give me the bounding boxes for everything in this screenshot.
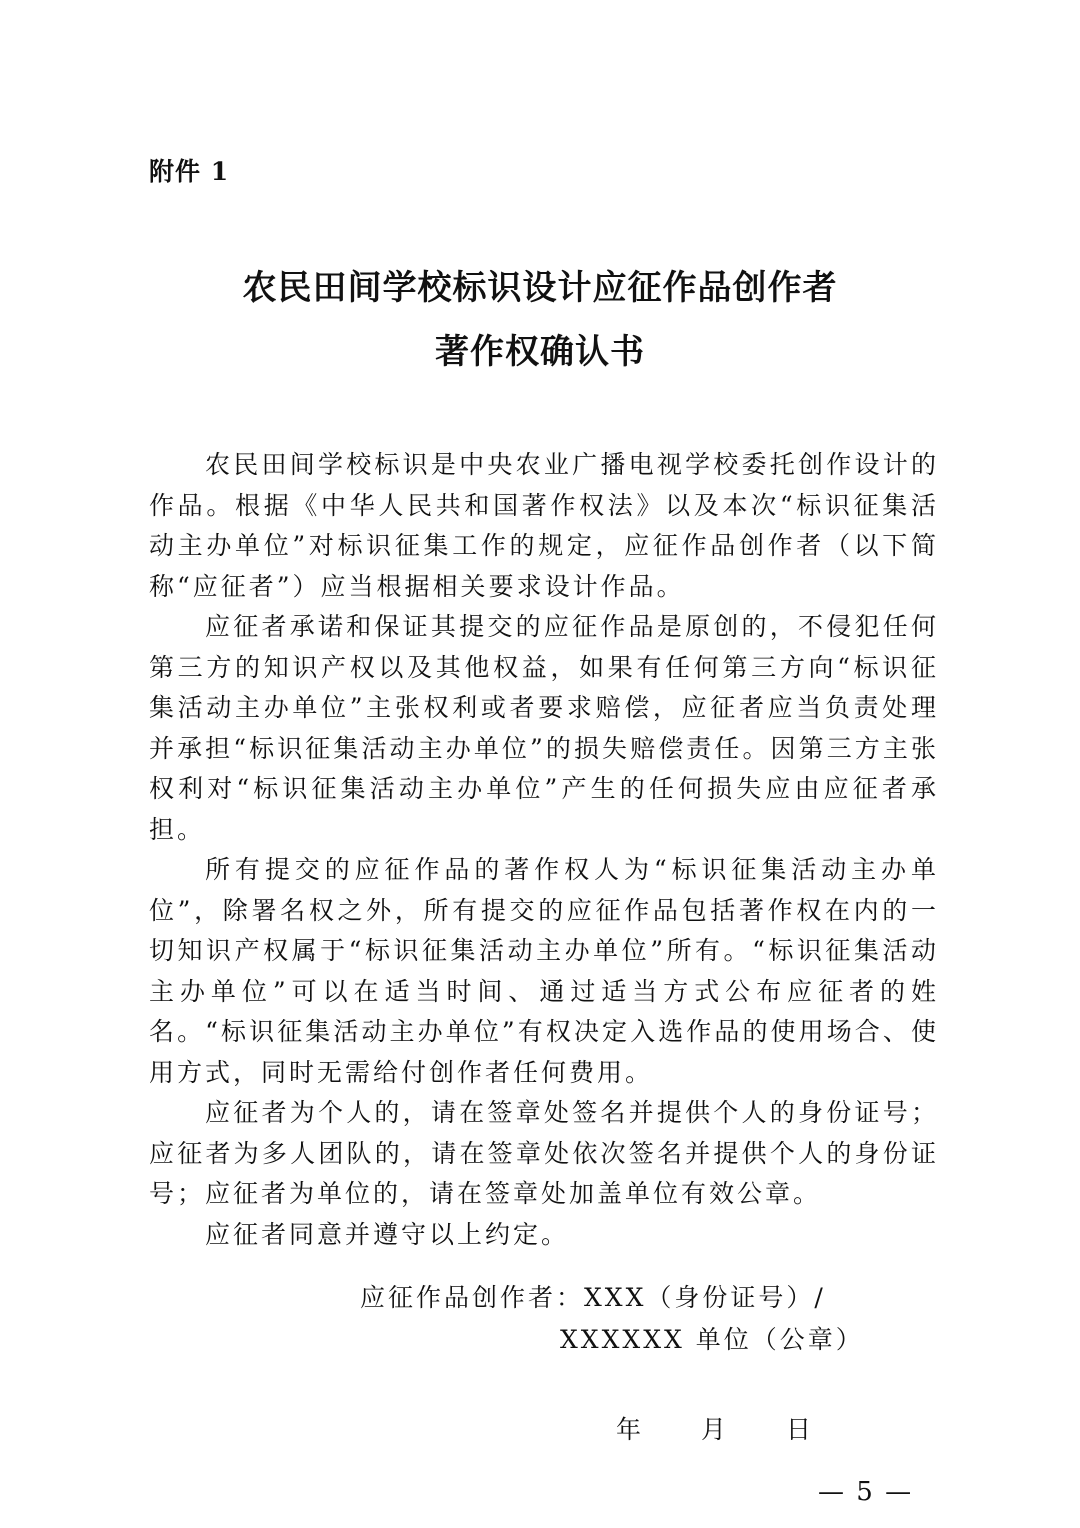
- date-month-label: 月: [701, 1415, 727, 1444]
- body-paragraph: 应征者同意并遵守以上约定。: [205, 1219, 570, 1249]
- body-paragraph: 应征者承诺和保证其提交的应征作品是原创的，不侵犯任何第三方的知识产权以及其他权益，如果有任何第三方向“标识征集活动主办单位”主张权利或者要求赔偿，应征者应当负责处理并承担“标识征集活动主办单位”的损失赔偿责任。因第三方主张权利对“标识征集活动主办单位”产生的任何损失应由应征者承担。: [149, 612, 939, 844]
- document-title-line-2: 著作权确认书: [435, 332, 645, 372]
- document-body: [149, 445, 939, 1255]
- date-day-label: 日: [786, 1415, 812, 1444]
- signature-creator-line: 应征作品创作者：XXX（身份证号）/: [360, 1283, 826, 1312]
- body-paragraph: 农民田间学校标识是中央农业广播电视学校委托创作设计的作品。根据《中华人民共和国著作权法》以及本次“标识征集活动主办单位”对标识征集工作的规定，应征作品创作者（以下简称“应征者”）应当根据相关要求设计作品。: [149, 450, 939, 601]
- document-title-line-1: 农民田间学校标识设计应征作品创作者: [242, 268, 838, 308]
- signature-unit-line: XXXXXX 单位（公章）: [560, 1325, 864, 1354]
- date-year-label: 年: [616, 1415, 642, 1444]
- body-paragraph: 应征者为个人的，请在签章处签名并提供个人的身份证号；应征者为多人团队的，请在签章处依次签名并提供个人的身份证号；应征者为单位的，请在签章处加盖单位有效公章。: [149, 1098, 939, 1208]
- signature-date: [616, 1408, 811, 1452]
- attachment-label: 附件 1: [149, 157, 230, 186]
- page-number: — 5 —: [818, 1477, 914, 1507]
- body-paragraph: 所有提交的应征作品的著作权人为“标识征集活动主办单位”，除署名权之外，所有提交的应征作品包括著作权在内的一切知识产权属于“标识征集活动主办单位”所有。“标识征集活动主办单位”可以在适当时间、通过适当方式公布应征者的姓名。“标识征集活动主办单位”有权决定入选作品的使用场合、使用方式，同时无需给付创作者任何费用。: [149, 855, 939, 1087]
